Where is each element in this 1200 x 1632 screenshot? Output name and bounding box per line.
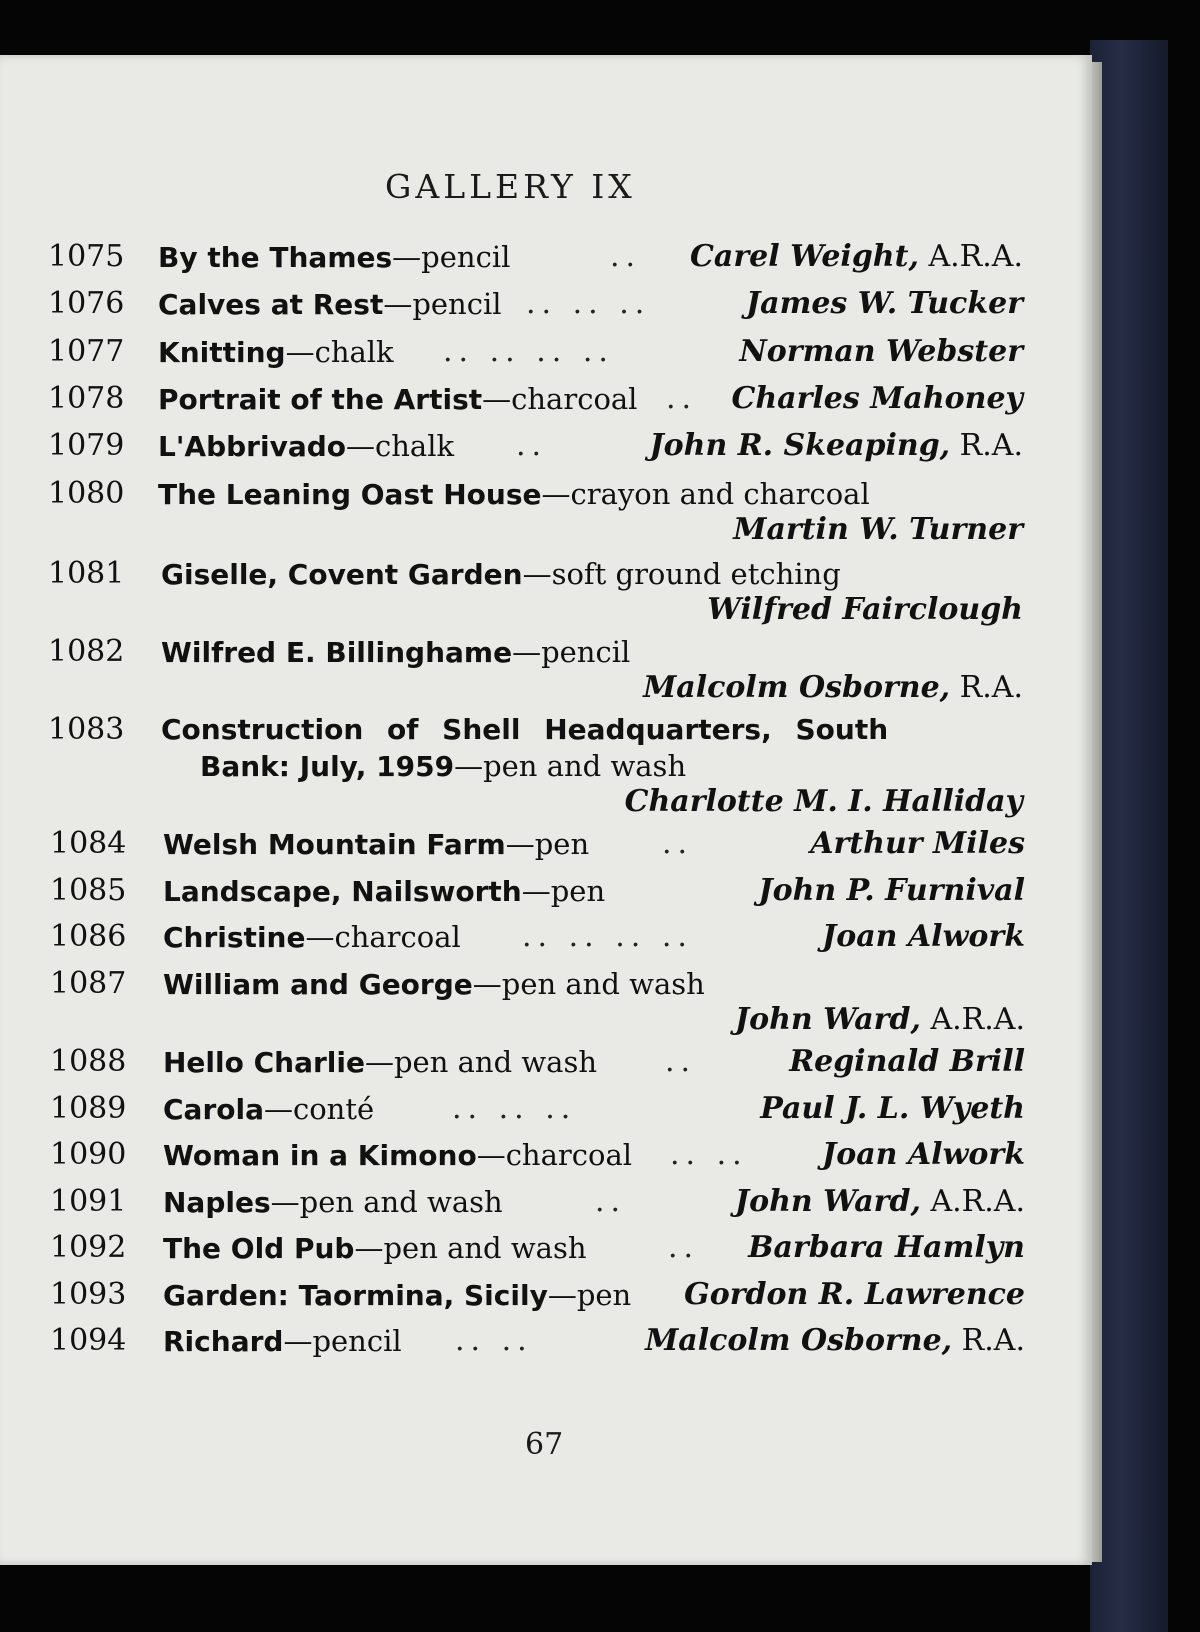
- entry-artist: Carel Weight,: [690, 239, 919, 274]
- entry-honour: R.A.: [959, 428, 1023, 463]
- entry-number: 1087: [50, 966, 127, 1001]
- entry-title: Richard: [163, 1325, 284, 1358]
- catalogue-entry: [48, 380, 1023, 420]
- catalogue-page: [0, 55, 1092, 1565]
- entry-number: 1091: [50, 1184, 127, 1219]
- entry-artist: Gordon R. Lawrence: [684, 1277, 1025, 1312]
- entry-artist: Arthur Miles: [810, 826, 1025, 861]
- leader-dots: .. .. ..: [452, 1091, 577, 1126]
- catalogue-entry: [50, 1229, 1025, 1269]
- entry-medium: —pen: [505, 827, 590, 861]
- entry-number: 1093: [50, 1277, 127, 1312]
- entry-title: By the Thames: [158, 241, 393, 274]
- leader-dots: .. .. .. ..: [522, 919, 693, 954]
- entry-honour: A.R.A.: [928, 239, 1023, 274]
- catalogue-entry: [50, 872, 1025, 912]
- leader-dots: .. ..: [455, 1323, 533, 1358]
- entry-title: Giselle, Covent Garden: [161, 558, 523, 591]
- catalogue-entry: [50, 1043, 1025, 1083]
- entry-artist: Reginald Brill: [789, 1044, 1025, 1079]
- entry-number: 1082: [48, 634, 125, 669]
- leader-dots: .. .. .. ..: [443, 334, 614, 369]
- catalogue-entry: [50, 825, 1025, 865]
- catalogue-entry: [50, 1183, 1025, 1223]
- entry-artist: John R. Skeaping,: [649, 428, 951, 463]
- leader-dots: .. ..: [670, 1137, 748, 1172]
- leader-dots: ..: [610, 239, 642, 274]
- entry-number: 1090: [50, 1137, 127, 1172]
- entry-title: Landscape, Nailsworth: [163, 875, 522, 908]
- entry-number: 1077: [48, 334, 125, 369]
- entry-number: 1094: [50, 1323, 127, 1358]
- entry-title-continued: Bank: July, 1959: [200, 750, 455, 783]
- entry-number: 1089: [50, 1091, 127, 1126]
- entry-artist: Martin W. Turner: [733, 512, 1023, 547]
- entry-number: 1088: [50, 1044, 127, 1079]
- leader-dots: ..: [662, 826, 694, 861]
- entry-artist: Malcolm Osborne,: [643, 670, 951, 705]
- entry-number: 1078: [48, 381, 125, 416]
- catalogue-entry: [50, 1136, 1025, 1176]
- entry-number: 1083: [48, 712, 125, 747]
- entry-artist: Paul J. L. Wyeth: [760, 1091, 1025, 1126]
- leader-dots: ..: [666, 381, 698, 416]
- catalogue-entry: [48, 333, 1023, 373]
- leader-dots: ..: [668, 1230, 700, 1265]
- leader-dots: ..: [665, 1044, 697, 1079]
- catalogue-entry: [50, 965, 1025, 1043]
- entry-artist: Barbara Hamlyn: [748, 1230, 1025, 1265]
- entry-title: Woman in a Kimono: [163, 1139, 477, 1172]
- entry-medium: —pen and wash: [364, 1045, 598, 1079]
- entry-artist: Charles Mahoney: [731, 381, 1023, 416]
- entry-number: 1092: [50, 1230, 127, 1265]
- entry-artist: John P. Furnival: [758, 873, 1025, 908]
- gallery-heading: GALLERY IX: [385, 167, 636, 206]
- entry-artist: Malcolm Osborne,: [645, 1323, 953, 1358]
- entry-number: 1080: [48, 476, 125, 511]
- entry-number: 1079: [48, 428, 125, 463]
- entry-medium: —pencil: [283, 1324, 402, 1358]
- entry-artist: Charlotte M. I. Halliday: [624, 784, 1023, 819]
- entry-title: Hello Charlie: [163, 1046, 365, 1079]
- entry-medium: —charcoal: [476, 1138, 633, 1172]
- entry-medium: —crayon and charcoal: [541, 477, 870, 511]
- entry-medium: —conté: [263, 1092, 375, 1126]
- entry-medium: —pen and wash: [270, 1185, 503, 1219]
- entry-title: Garden: Taormina, Sicily: [163, 1279, 548, 1312]
- entry-honour: A.R.A.: [930, 1002, 1025, 1037]
- entry-title: Construction of Shell Headquarters, South: [161, 713, 889, 746]
- leader-dots: .. .. ..: [526, 286, 651, 321]
- entry-medium: —soft ground etching: [522, 557, 841, 591]
- catalogue-entry: [48, 555, 1023, 633]
- catalogue-entry: [48, 475, 1023, 553]
- entry-number: 1081: [48, 556, 125, 591]
- entry-title: Knitting: [158, 336, 286, 369]
- entry-title: The Old Pub: [163, 1232, 355, 1265]
- entry-title: The Leaning Oast House: [158, 478, 542, 511]
- entry-medium: —chalk: [285, 335, 394, 369]
- entry-title: L'Abbrivado: [158, 430, 347, 463]
- catalogue-entry: [48, 285, 1023, 325]
- entry-artist: Joan Alwork: [822, 1137, 1025, 1172]
- entry-title: Christine: [163, 921, 306, 954]
- catalogue-entry: [48, 711, 1023, 827]
- catalogue-entry: [50, 1090, 1025, 1130]
- catalogue-entry: [48, 633, 1023, 711]
- entry-medium: —pencil: [392, 240, 511, 274]
- entry-medium: —pencil: [383, 287, 502, 321]
- entry-number: 1085: [50, 873, 127, 908]
- entry-honour: R.A.: [959, 670, 1023, 705]
- entry-medium: —pencil: [512, 635, 631, 669]
- entry-medium: —charcoal: [305, 920, 461, 954]
- entry-number: 1086: [50, 919, 127, 954]
- leader-dots: ..: [595, 1184, 627, 1219]
- entry-artist: James W. Tucker: [745, 286, 1023, 321]
- entry-number: 1084: [50, 826, 127, 861]
- entry-title: Calves at Rest: [158, 288, 384, 321]
- entry-medium: —pen: [521, 874, 606, 908]
- entry-artist: John Ward,: [734, 1002, 921, 1037]
- catalogue-entry: [50, 1322, 1025, 1362]
- entry-artist: Wilfred Fairclough: [707, 592, 1023, 627]
- entry-medium: —pen: [547, 1278, 632, 1312]
- catalogue-entry: [48, 427, 1023, 467]
- catalogue-entry: [50, 1276, 1025, 1316]
- entry-artist: Joan Alwork: [822, 919, 1025, 954]
- catalogue-entry: [50, 918, 1025, 958]
- entry-title: Carola: [163, 1093, 264, 1126]
- entry-medium: —pen and wash: [472, 967, 705, 1001]
- entry-number: 1075: [48, 239, 125, 274]
- entry-artist: Norman Webster: [739, 334, 1023, 369]
- leader-dots: ..: [516, 428, 548, 463]
- entry-honour: R.A.: [961, 1323, 1025, 1358]
- entry-honour: A.R.A.: [930, 1184, 1025, 1219]
- entry-title: Naples: [163, 1186, 271, 1219]
- entry-medium: —chalk: [346, 429, 455, 463]
- entry-medium: —pen and wash: [354, 1231, 587, 1265]
- entry-title: William and George: [163, 968, 473, 1001]
- entry-title: Wilfred E. Billinghame: [161, 636, 513, 669]
- page-number: 67: [525, 1427, 564, 1462]
- entry-title: Portrait of the Artist: [158, 383, 483, 416]
- entry-artist: John Ward,: [734, 1184, 921, 1219]
- entry-medium: —pen and wash: [454, 749, 687, 783]
- catalogue-entry: [48, 238, 1023, 278]
- entry-medium: —charcoal: [482, 382, 638, 416]
- entry-title: Welsh Mountain Farm: [163, 828, 506, 861]
- entry-number: 1076: [48, 286, 125, 321]
